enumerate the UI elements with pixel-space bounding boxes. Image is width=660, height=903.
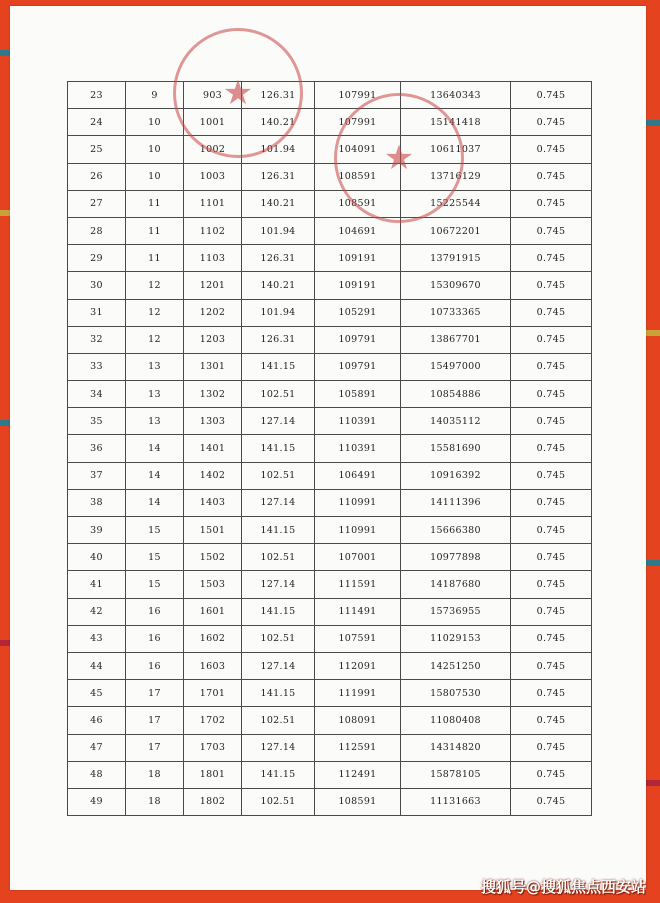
- table-cell: 38: [68, 489, 126, 516]
- table-cell: 15309670: [401, 272, 511, 299]
- table-cell: 107001: [315, 544, 401, 571]
- table-row: [68, 163, 592, 190]
- seal-star-icon: ★: [222, 73, 254, 113]
- table-cell: 14: [126, 435, 184, 462]
- table-cell: 16: [126, 625, 184, 652]
- table-cell: 0.745: [511, 517, 592, 544]
- table-cell: 127.14: [242, 652, 315, 679]
- table-row: [68, 734, 592, 761]
- table-row: [68, 680, 592, 707]
- table-cell: 14: [126, 489, 184, 516]
- table-cell: 141.15: [242, 517, 315, 544]
- table-cell: 13791915: [401, 245, 511, 272]
- table-cell: 13640343: [401, 82, 511, 109]
- table-cell: 34: [68, 381, 126, 408]
- table-cell: 101.94: [242, 217, 315, 244]
- table-row: [68, 625, 592, 652]
- table-cell: 1302: [184, 381, 242, 408]
- table-cell: 10611037: [401, 136, 511, 163]
- table-cell: 18: [126, 788, 184, 815]
- background-stripe: [646, 330, 660, 336]
- table-cell: 0.745: [511, 381, 592, 408]
- table-cell: 1502: [184, 544, 242, 571]
- table-cell: 41: [68, 571, 126, 598]
- table-row: [68, 571, 592, 598]
- table-cell: 111591: [315, 571, 401, 598]
- table-cell: 25: [68, 136, 126, 163]
- table-cell: 0.745: [511, 190, 592, 217]
- table-cell: 104691: [315, 217, 401, 244]
- table-cell: 108591: [315, 163, 401, 190]
- table-cell: 104091: [315, 136, 401, 163]
- seal-star-icon: ★: [383, 138, 415, 178]
- table-cell: 0.745: [511, 353, 592, 380]
- table-row: [68, 217, 592, 244]
- table-cell: 32: [68, 326, 126, 353]
- table-cell: 10: [126, 136, 184, 163]
- table-cell: 10672201: [401, 217, 511, 244]
- price-table: [67, 81, 592, 816]
- table-cell: 42: [68, 598, 126, 625]
- table-cell: 27: [68, 190, 126, 217]
- background-stripe: [0, 50, 10, 56]
- table-cell: 13867701: [401, 326, 511, 353]
- table-cell: 46: [68, 707, 126, 734]
- table-cell: 14314820: [401, 734, 511, 761]
- table-cell: 31: [68, 299, 126, 326]
- table-cell: 140.21: [242, 109, 315, 136]
- table-cell: 110991: [315, 517, 401, 544]
- table-cell: 11080408: [401, 707, 511, 734]
- table-cell: 102.51: [242, 462, 315, 489]
- table-cell: 1602: [184, 625, 242, 652]
- table-cell: 29: [68, 245, 126, 272]
- table-cell: 126.31: [242, 245, 315, 272]
- table-cell: 127.14: [242, 408, 315, 435]
- table-cell: 108591: [315, 190, 401, 217]
- table-row: [68, 544, 592, 571]
- background-stripe: [646, 780, 660, 786]
- table-cell: 102.51: [242, 625, 315, 652]
- table-cell: 0.745: [511, 707, 592, 734]
- table-row: [68, 598, 592, 625]
- table-cell: 127.14: [242, 734, 315, 761]
- table-cell: 1703: [184, 734, 242, 761]
- table-cell: 0.745: [511, 598, 592, 625]
- background-stripe: [0, 420, 10, 426]
- table-cell: 0.745: [511, 326, 592, 353]
- table-cell: 1202: [184, 299, 242, 326]
- table-cell: 15: [126, 544, 184, 571]
- table-cell: 1701: [184, 680, 242, 707]
- table-cell: 107991: [315, 109, 401, 136]
- table-row: [68, 489, 592, 516]
- table-cell: 102.51: [242, 788, 315, 815]
- table-row: [68, 190, 592, 217]
- table-cell: 1102: [184, 217, 242, 244]
- table-cell: 0.745: [511, 299, 592, 326]
- table-cell: 10977898: [401, 544, 511, 571]
- table-cell: 127.14: [242, 489, 315, 516]
- table-cell: 10733365: [401, 299, 511, 326]
- table-cell: 141.15: [242, 680, 315, 707]
- table-cell: 1203: [184, 326, 242, 353]
- table-cell: 0.745: [511, 462, 592, 489]
- table-cell: 109791: [315, 353, 401, 380]
- table-cell: 1301: [184, 353, 242, 380]
- table-cell: 17: [126, 707, 184, 734]
- table-cell: 1003: [184, 163, 242, 190]
- table-cell: 0.745: [511, 435, 592, 462]
- table-cell: 101.94: [242, 299, 315, 326]
- table-row: [68, 299, 592, 326]
- table-cell: 16: [126, 598, 184, 625]
- table-row: [68, 408, 592, 435]
- table-cell: 0.745: [511, 652, 592, 679]
- table-cell: 1201: [184, 272, 242, 299]
- table-row: [68, 272, 592, 299]
- table-cell: 110391: [315, 435, 401, 462]
- table-cell: 13: [126, 381, 184, 408]
- table-row: [68, 136, 592, 163]
- table-cell: 43: [68, 625, 126, 652]
- table-cell: 112591: [315, 734, 401, 761]
- table-cell: 1601: [184, 598, 242, 625]
- table-cell: 10: [126, 163, 184, 190]
- table-cell: 0.745: [511, 625, 592, 652]
- table-cell: 1001: [184, 109, 242, 136]
- table-cell: 44: [68, 652, 126, 679]
- table-cell: 15736955: [401, 598, 511, 625]
- table-cell: 0.745: [511, 109, 592, 136]
- table-cell: 109191: [315, 272, 401, 299]
- table-cell: 11: [126, 190, 184, 217]
- table-cell: 15878105: [401, 761, 511, 788]
- table-cell: 15: [126, 571, 184, 598]
- table-cell: 107591: [315, 625, 401, 652]
- table-cell: 48: [68, 761, 126, 788]
- table-cell: 10916392: [401, 462, 511, 489]
- table-cell: 1402: [184, 462, 242, 489]
- table-cell: 12: [126, 326, 184, 353]
- background-stripe: [646, 560, 660, 566]
- table-cell: 14: [126, 462, 184, 489]
- table-cell: 15666380: [401, 517, 511, 544]
- table-cell: 14035112: [401, 408, 511, 435]
- table-cell: 0.745: [511, 489, 592, 516]
- table-cell: 15225544: [401, 190, 511, 217]
- table-cell: 15: [126, 517, 184, 544]
- table-row: [68, 381, 592, 408]
- table-cell: 0.745: [511, 136, 592, 163]
- table-row: [68, 245, 592, 272]
- table-cell: 0.745: [511, 544, 592, 571]
- table-cell: 11131663: [401, 788, 511, 815]
- table-cell: 15141418: [401, 109, 511, 136]
- table-cell: 13716129: [401, 163, 511, 190]
- table-row: [68, 353, 592, 380]
- table-cell: 0.745: [511, 761, 592, 788]
- table-cell: 1702: [184, 707, 242, 734]
- table-cell: 10: [126, 109, 184, 136]
- table-cell: 15497000: [401, 353, 511, 380]
- table-cell: 0.745: [511, 408, 592, 435]
- table-cell: 12: [126, 272, 184, 299]
- table-cell: 126.31: [242, 326, 315, 353]
- table-cell: 24: [68, 109, 126, 136]
- table-row: [68, 462, 592, 489]
- table-cell: 0.745: [511, 82, 592, 109]
- table-cell: 1603: [184, 652, 242, 679]
- table-cell: 105891: [315, 381, 401, 408]
- table-cell: 903: [184, 82, 242, 109]
- table-cell: 15807530: [401, 680, 511, 707]
- table-cell: 112091: [315, 652, 401, 679]
- table-row: [68, 82, 592, 109]
- table-cell: 1501: [184, 517, 242, 544]
- table-cell: 101.94: [242, 136, 315, 163]
- table-cell: 106491: [315, 462, 401, 489]
- table-cell: 141.15: [242, 761, 315, 788]
- table-cell: 0.745: [511, 217, 592, 244]
- table-cell: 23: [68, 82, 126, 109]
- table-cell: 0.745: [511, 272, 592, 299]
- table-cell: 33: [68, 353, 126, 380]
- table-cell: 26: [68, 163, 126, 190]
- table-row: [68, 109, 592, 136]
- table-cell: 1101: [184, 190, 242, 217]
- table-cell: 39: [68, 517, 126, 544]
- table-cell: 45: [68, 680, 126, 707]
- table-cell: 13: [126, 408, 184, 435]
- table-row: [68, 707, 592, 734]
- table-cell: 140.21: [242, 190, 315, 217]
- table-cell: 107991: [315, 82, 401, 109]
- table-cell: 110391: [315, 408, 401, 435]
- table-cell: 109191: [315, 245, 401, 272]
- table-cell: 30: [68, 272, 126, 299]
- table-cell: 0.745: [511, 571, 592, 598]
- table-cell: 126.31: [242, 163, 315, 190]
- table-cell: 16: [126, 652, 184, 679]
- table-cell: 127.14: [242, 571, 315, 598]
- table-cell: 17: [126, 680, 184, 707]
- table-body: [68, 82, 592, 816]
- table-cell: 9: [126, 82, 184, 109]
- table-cell: 112491: [315, 761, 401, 788]
- table-cell: 102.51: [242, 544, 315, 571]
- table-cell: 1401: [184, 435, 242, 462]
- table-cell: 1802: [184, 788, 242, 815]
- table-cell: 108591: [315, 788, 401, 815]
- table-row: [68, 788, 592, 815]
- table-cell: 102.51: [242, 707, 315, 734]
- table-cell: 14187680: [401, 571, 511, 598]
- table-cell: 108091: [315, 707, 401, 734]
- table-row: [68, 761, 592, 788]
- background-stripe: [0, 640, 10, 646]
- table-cell: 0.745: [511, 163, 592, 190]
- table-cell: 141.15: [242, 435, 315, 462]
- table-cell: 141.15: [242, 598, 315, 625]
- table-cell: 14111396: [401, 489, 511, 516]
- table-cell: 11: [126, 217, 184, 244]
- table-cell: 11029153: [401, 625, 511, 652]
- table-cell: 18: [126, 761, 184, 788]
- watermark-text: 搜狐号@搜狐焦点西安站: [480, 878, 646, 896]
- table-cell: 37: [68, 462, 126, 489]
- table-cell: 1503: [184, 571, 242, 598]
- table-cell: 1303: [184, 408, 242, 435]
- table-cell: 13: [126, 353, 184, 380]
- table-cell: 140.21: [242, 272, 315, 299]
- table-row: [68, 435, 592, 462]
- table-cell: 47: [68, 734, 126, 761]
- table-cell: 35: [68, 408, 126, 435]
- table-cell: 105291: [315, 299, 401, 326]
- table-cell: 111491: [315, 598, 401, 625]
- table-cell: 10854886: [401, 381, 511, 408]
- table-cell: 11: [126, 245, 184, 272]
- table-cell: 49: [68, 788, 126, 815]
- table-cell: 0.745: [511, 734, 592, 761]
- table-cell: 1801: [184, 761, 242, 788]
- table-cell: 28: [68, 217, 126, 244]
- table-cell: 14251250: [401, 652, 511, 679]
- table-cell: 1403: [184, 489, 242, 516]
- table-cell: 1002: [184, 136, 242, 163]
- background-stripe: [0, 210, 10, 216]
- table-cell: 1103: [184, 245, 242, 272]
- table-row: [68, 326, 592, 353]
- table-cell: 36: [68, 435, 126, 462]
- table-cell: 141.15: [242, 353, 315, 380]
- table-row: [68, 652, 592, 679]
- table-cell: 126.31: [242, 82, 315, 109]
- table-cell: 111991: [315, 680, 401, 707]
- table-row: [68, 517, 592, 544]
- table-cell: 0.745: [511, 788, 592, 815]
- table-cell: 0.745: [511, 245, 592, 272]
- table-cell: 40: [68, 544, 126, 571]
- table-cell: 109791: [315, 326, 401, 353]
- table-cell: 12: [126, 299, 184, 326]
- table-cell: 102.51: [242, 381, 315, 408]
- table-cell: 0.745: [511, 680, 592, 707]
- background-stripe: [646, 120, 660, 126]
- table-cell: 17: [126, 734, 184, 761]
- table-cell: 110991: [315, 489, 401, 516]
- table-cell: 15581690: [401, 435, 511, 462]
